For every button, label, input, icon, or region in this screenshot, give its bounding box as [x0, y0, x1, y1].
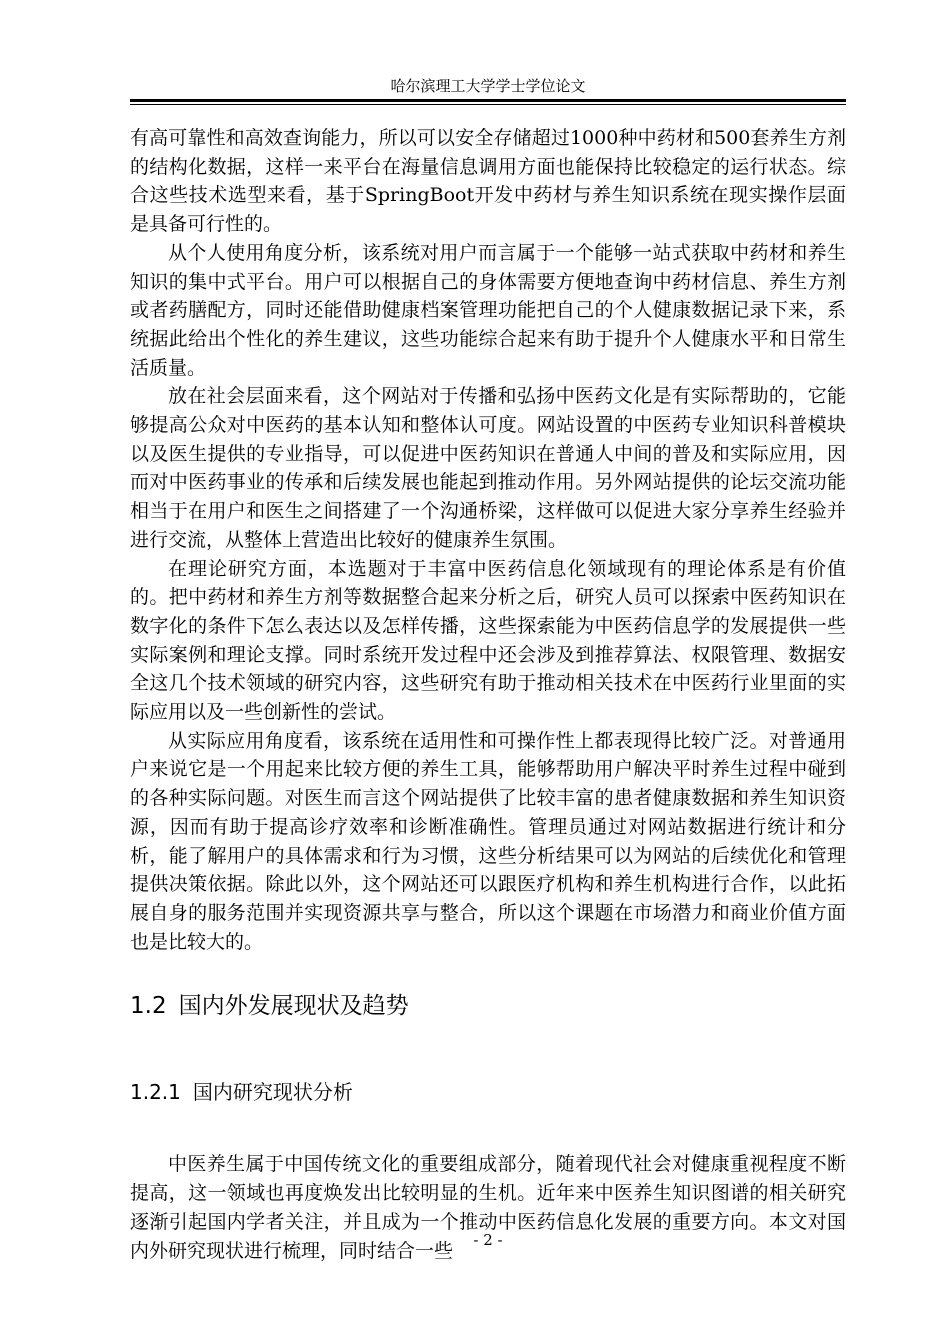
- paragraph-personal-use: 从个人使用角度分析，该系统对用户而言属于一个能够一站式获取中药材和养生知识的集中式平台。用户可以根据自己的身体需要方便地查询中药材信息、养生方剂或者药膳配方，同时还能借助健康档案管理功能把自己的个人健康数据记录下来，系统据此给出个性化的养生建议，这些功能综合起来有助于提升个人健康水平和日常生活质量。: [130, 241, 846, 379]
- body-text: [130, 124, 846, 1265]
- section-heading: [130, 990, 846, 1022]
- running-header: 哈尔滨理工大学学士学位论文: [390, 77, 586, 95]
- paragraph-social-level: 放在社会层面来看，这个网站对于传播和弘扬中医药文化是有实际帮助的，它能够提高公众对中医药的基本认知和整体认可度。网站设置的中医药专业知识科普模块以及医生提供的专业指导，可以促进中医药知识在普通人中间的普及和实际应用，因而对中医药事业的传承和后续发展也能起到推动作用。另外网站提供的论坛交流功能相当于在用户和医生之间搭建了一个沟通桥梁，这样做可以促进大家分享养生经验并进行交流，从整体上营造出比较好的健康养生氛围。: [130, 385, 846, 551]
- section-title: 国内外发展现状及趋势: [178, 993, 409, 1020]
- paragraph-continued: 有高可靠性和高效查询能力，所以可以安全存储超过1000种中药材和500套养生方剂的结构化数据，这样一来平台在海量信息调用方面也能保持比较稳定的运行状态。综合这些技术选型来看，基于SpringBoot开发中药材与养生知识系统在现实操作层面是具备可行性的。: [130, 127, 846, 236]
- paragraph-theory: 在理论研究方面，本选题对于丰富中医药信息化领域现有的理论体系是有价值的。把中药材和养生方剂等数据整合起来分析之后，研究人员可以探索中医药知识在数字化的条件下怎么表达以及怎样传播，这些探索能为中医药信息学的发展提供一些实际案例和理论支撑。同时系统开发过程中还会涉及到推荐算法、权限管理、数据安全这几个技术领域的研究内容，这些研究有助于推动相关技术在中医药行业里面的实际应用以及一些创新性的尝试。: [130, 557, 846, 724]
- page-number: - 2 -: [473, 1231, 503, 1249]
- paragraph-domestic-research: 中医养生属于中国传统文化的重要组成部分，随着现代社会对健康重视程度不断提高，这一领域也再度焕发出比较明显的生机。近年来中医养生知识图谱的相关研究逐渐引起国内学者关注，并且成为一个推动中医药信息化发展的重要方向。本文对国内外研究现状进行梳理，同时结合一些: [130, 1153, 846, 1262]
- header-rule-thick: [130, 99, 846, 102]
- paragraph-practical: 从实际应用角度看，该系统在适用性和可操作性上都表现得比较广泛。对普通用户来说它是一个用起来比较方便的养生工具，能够帮助用户解决平时养生过程中碰到的各种实际问题。对医生而言这个网站提供了比较丰富的患者健康数据和养生知识资源，因而有助于提高诊疗效率和诊断准确性。管理员通过对网站数据进行统计和分析，能了解用户的具体需求和行为习惯，这些分析结果可以为网站的后续优化和管理提供决策依据。除此以外，这个网站还可以跟医疗机构和养生机构进行合作，以此拓展自身的服务范围并实现资源共享与整合，所以这个课题在市场潜力和商业价值方面也是比较大的。: [130, 729, 846, 953]
- header-rule-thin: [130, 104, 846, 105]
- subsection-heading: [130, 1078, 846, 1106]
- section-number: 1.2: [130, 993, 167, 1020]
- subsection-title: 国内研究现状分析: [192, 1080, 353, 1105]
- subsection-number: 1.2.1: [130, 1080, 181, 1105]
